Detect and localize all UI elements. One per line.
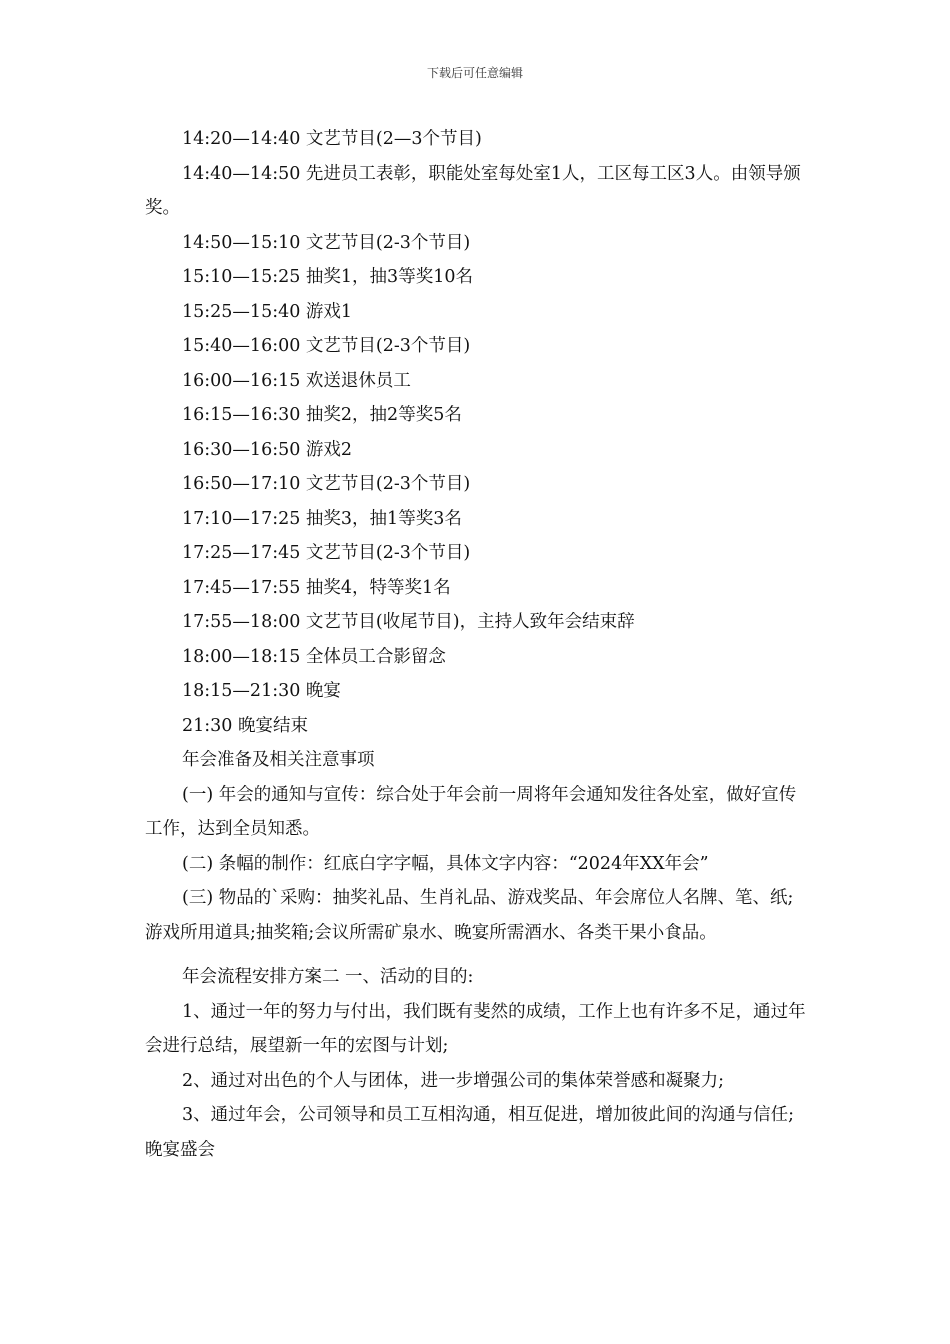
schedule-item: 17:55—18:00 文艺节目(收尾节目)，主持人致年会结束辞: [182, 612, 635, 632]
schedule-item: 16:50—17:10 文艺节目(2-3个节目): [182, 474, 471, 494]
schedule-item: 14:20—14:40 文艺节目(2—3个节目): [182, 129, 482, 149]
schedule-item: 18:15—21:30 晚宴: [182, 681, 341, 701]
purpose-item: 2、通过对出色的个人与团体，进一步增强公司的集体荣誉感和凝聚力;: [182, 1070, 725, 1091]
schedule-item: 17:10—17:25 抽奖3，抽1等奖3名: [182, 508, 462, 529]
schedule-item: 16:00—16:15 欢送退休员工: [182, 370, 411, 391]
page-header-note: 下载后可任意编辑: [426, 66, 523, 80]
schedule-item: 15:10—15:25 抽奖1，抽3等奖10名: [182, 267, 473, 287]
section-heading: 年会准备及相关注意事项: [182, 750, 375, 770]
preparation-item: (二) 条幅的制作：红底白字字幅，具体文字内容：“2024年XX年会”: [182, 853, 709, 874]
schedule-item: 14:40—14:50 先进员工表彰，职能处室每处室1人，工区每工区3人。由领导颁奖。: [145, 163, 801, 218]
schedule-item: 17:25—17:45 文艺节目(2-3个节目): [182, 543, 471, 563]
schedule-item: 15:25—15:40 游戏1: [182, 301, 353, 322]
schedule-item: 17:45—17:55 抽奖4，特等奖1名: [182, 577, 451, 598]
preparation-item: (一) 年会的通知与宣传：综合处于年会前一周将年会通知发往各处室，做好宣传工作，达到全员知悉。: [145, 784, 797, 839]
preparation-item: (三) 物品的`采购：抽奖礼品、生肖礼品、游戏奖品、年会席位人名牌、笔、纸;游戏所用道具;抽奖箱;会议所需矿泉水、晚宴所需酒水、各类干果小食品。: [145, 888, 794, 943]
schedule-item: 15:40—16:00 文艺节目(2-3个节目): [182, 336, 471, 356]
schedule-item: 16:30—16:50 游戏2: [182, 439, 353, 460]
document-body: [145, 122, 810, 1167]
purpose-item: 3、通过年会，公司领导和员工互相沟通，相互促进，增加彼此间的沟通与信任;晚宴盛会: [145, 1105, 795, 1160]
section-heading: 年会流程安排方案二 一、活动的目的:: [182, 967, 474, 987]
schedule-item: 16:15—16:30 抽奖2，抽2等奖5名: [182, 405, 462, 425]
purpose-item: 1、通过一年的努力与付出，我们既有斐然的成绩，工作上也有许多不足，通过年会进行总结，展望新一年的宏图与计划;: [145, 1001, 806, 1056]
schedule-item: 14:50—15:10 文艺节目(2-3个节目): [182, 232, 471, 253]
schedule-item: 18:00—18:15 全体员工合影留念: [182, 646, 446, 667]
schedule-item: 21:30 晚宴结束: [182, 715, 308, 736]
